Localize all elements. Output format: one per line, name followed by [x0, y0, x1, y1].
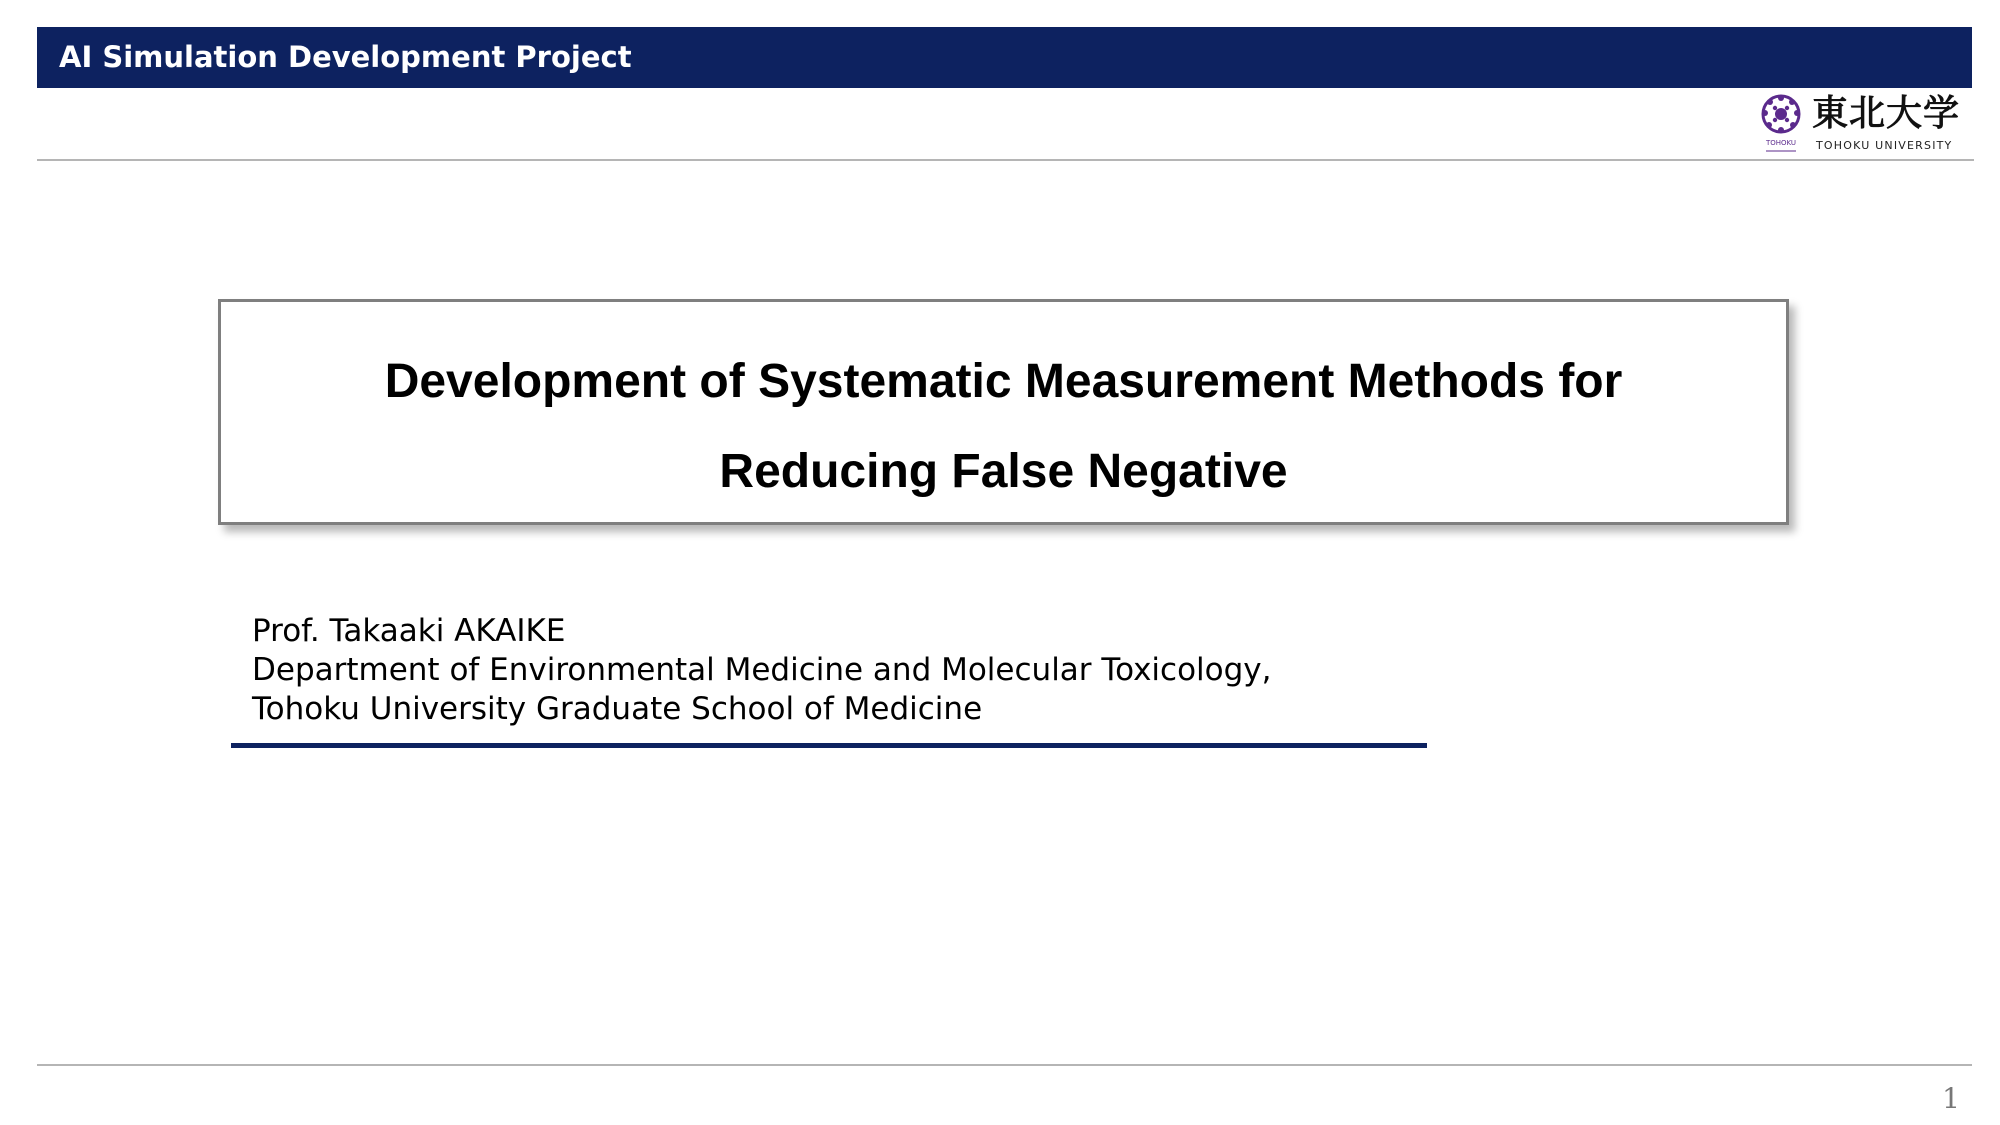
header-bar: [37, 27, 1972, 88]
author-underline: [231, 743, 1427, 748]
author-institution: Tohoku University Graduate School of Medicine: [252, 691, 983, 727]
university-logo: [1756, 92, 1976, 158]
university-name-english: TOHOKU UNIVERSITY: [1816, 139, 1953, 152]
slide-title-line-1: Development of Systematic Measurement Methods for: [384, 355, 1623, 408]
project-title: AI Simulation Development Project: [59, 40, 632, 74]
page-number: 1: [1942, 1082, 1960, 1115]
author-department: Department of Environmental Medicine and Molecular Toxicology,: [252, 652, 1272, 688]
author-block: [252, 612, 1272, 729]
footer-divider: [37, 1064, 1972, 1066]
author-name: Prof. Takaaki AKAIKE: [252, 613, 566, 649]
title-box: [218, 299, 1789, 525]
slide-title-line-2: Reducing False Negative: [719, 445, 1288, 498]
university-name-kanji: 東北大学: [1812, 93, 1961, 134]
header-divider: [37, 159, 1974, 161]
university-emblem-icon: [1756, 92, 1806, 158]
emblem-caption: TOHOKU: [1765, 139, 1797, 147]
